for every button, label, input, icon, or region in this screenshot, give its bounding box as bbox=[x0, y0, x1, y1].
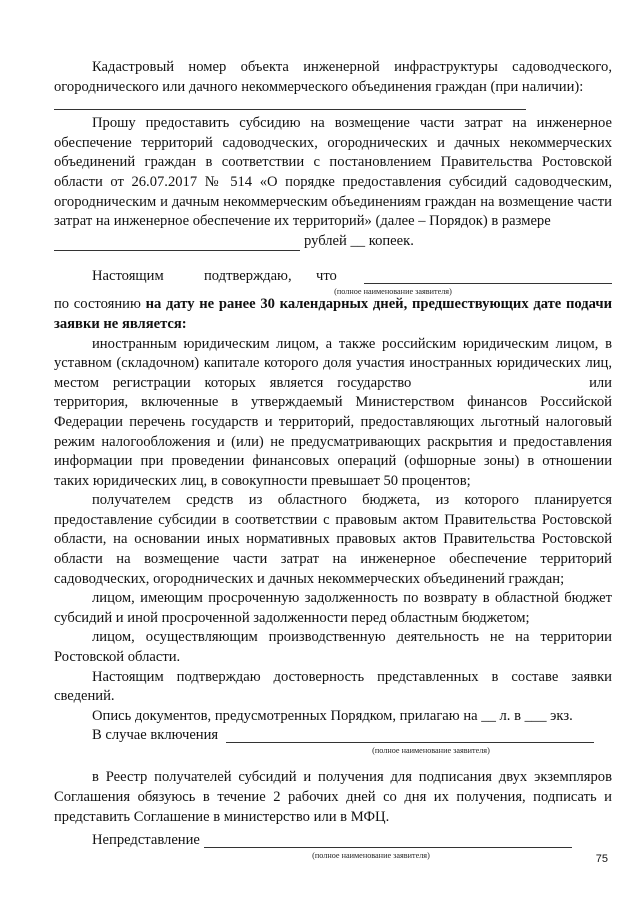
foreign-text-2: территория, включенные в утверждаемый Министерством финансов Российской Федерации перечень государств и территорий, предоставляющих льготный налоговый режим налогообложения и (или) не предусматривающих раскрытия и предоставления информации при проведении финансовых операций (офшорные зоны) в отношении таких юридических лиц, в совокупности превышает 50 процентов; bbox=[54, 394, 612, 489]
state-prefix: по состоянию bbox=[54, 296, 146, 313]
amount-row bbox=[54, 232, 612, 252]
document-page bbox=[54, 58, 612, 861]
confirm-word-2: подтверждаю, bbox=[204, 268, 292, 285]
non-submission-label: Непредставление bbox=[92, 832, 200, 849]
applicant-caption-1: (полное наименование заявителя) bbox=[334, 287, 452, 297]
foreign-paragraph bbox=[54, 335, 612, 492]
non-submission-row bbox=[54, 831, 612, 861]
overdue-paragraph: лицом, имеющим просроченную задолженность по возврату в областной бюджет субсидий и иной просроченной задолженности перед областным бюджетом; bbox=[54, 590, 612, 626]
cadastral-paragraph: Кадастровый номер объекта инженерной инфраструктуры садоводческого, огороднического или дачного некоммерческого объединения граждан (при наличии): bbox=[54, 59, 612, 95]
applicant-caption-3: (полное наименование заявителя) bbox=[312, 851, 430, 861]
applicant-name-blank-2[interactable] bbox=[226, 728, 594, 743]
confirm-word-1: Настоящим bbox=[92, 268, 164, 285]
state-blank[interactable] bbox=[425, 379, 575, 393]
applicant-name-blank-3[interactable] bbox=[204, 833, 572, 848]
applicant-name-blank-1[interactable] bbox=[364, 269, 612, 284]
page-number: 75 bbox=[595, 853, 608, 865]
foreign-text: иностранным юридическим лицом, а также российским юридическим лицом, в уставном (складочном) капитале которого доля участия иностранных юридических лиц, местом регистрации которых является государство bbox=[54, 335, 612, 391]
request-paragraph: Прошу предоставить субсидию на возмещение части затрат на инженерное обеспечение территорий садоводческих, огороднических и дачных некоммерческих объединений граждан в соответствии с постановлением Правительства Ростовской области от 26.07.2017 № 514 «О порядке предоставления субсидий садоводческим, огородническим и дачным некоммерческим объединениям граждан на возмещение части затрат на инженерное обеспечение их территорий» (далее – Порядок) в размере bbox=[54, 115, 612, 230]
reliability-paragraph: Настоящим подтверждаю достоверность представленных в составе заявки сведений. bbox=[54, 668, 612, 705]
inclusion-row bbox=[54, 726, 612, 756]
registry-paragraph: в Реестр получателей субсидий и получения для подписания двух экземпляров Соглашения обязуюсь в течение 2 рабочих дней со дня их получения, подписать и представить Соглашение в министерство или в МФЦ. bbox=[54, 769, 612, 825]
confirm-word-3: что bbox=[316, 268, 337, 285]
applicant-caption-2: (полное наименование заявителя) bbox=[372, 746, 490, 756]
inventory-paragraph: Опись документов, предусмотренных Порядком, прилагаю на __ л. в ___ экз. bbox=[92, 707, 573, 724]
rubles-text: рублей __ копеек. bbox=[304, 232, 414, 249]
recipient-paragraph: получателем средств из областного бюджета, из которого планируется предоставление субсидии в соответствии с правовым актом Правительства Ростовской области, на основании иных нормативных правовых актов Правительства Ростовской области на возмещение части затрат на инженерное обеспечение территорий садоводческих, огороднических и дачных некоммерческих объединений граждан; bbox=[54, 492, 612, 587]
cadastral-number-blank[interactable] bbox=[54, 97, 526, 110]
activity-paragraph: лицом, осуществляющим производственную деятельность не на территории Ростовской области. bbox=[54, 629, 612, 666]
state-bold: на дату не ранее 30 календарных дней, предшествующих дате подачи заявки не является: bbox=[54, 296, 612, 332]
foreign-or: или bbox=[589, 374, 612, 391]
inclusion-label: В случае включения bbox=[92, 727, 219, 744]
confirm-row bbox=[54, 267, 612, 301]
amount-blank[interactable] bbox=[54, 236, 300, 251]
